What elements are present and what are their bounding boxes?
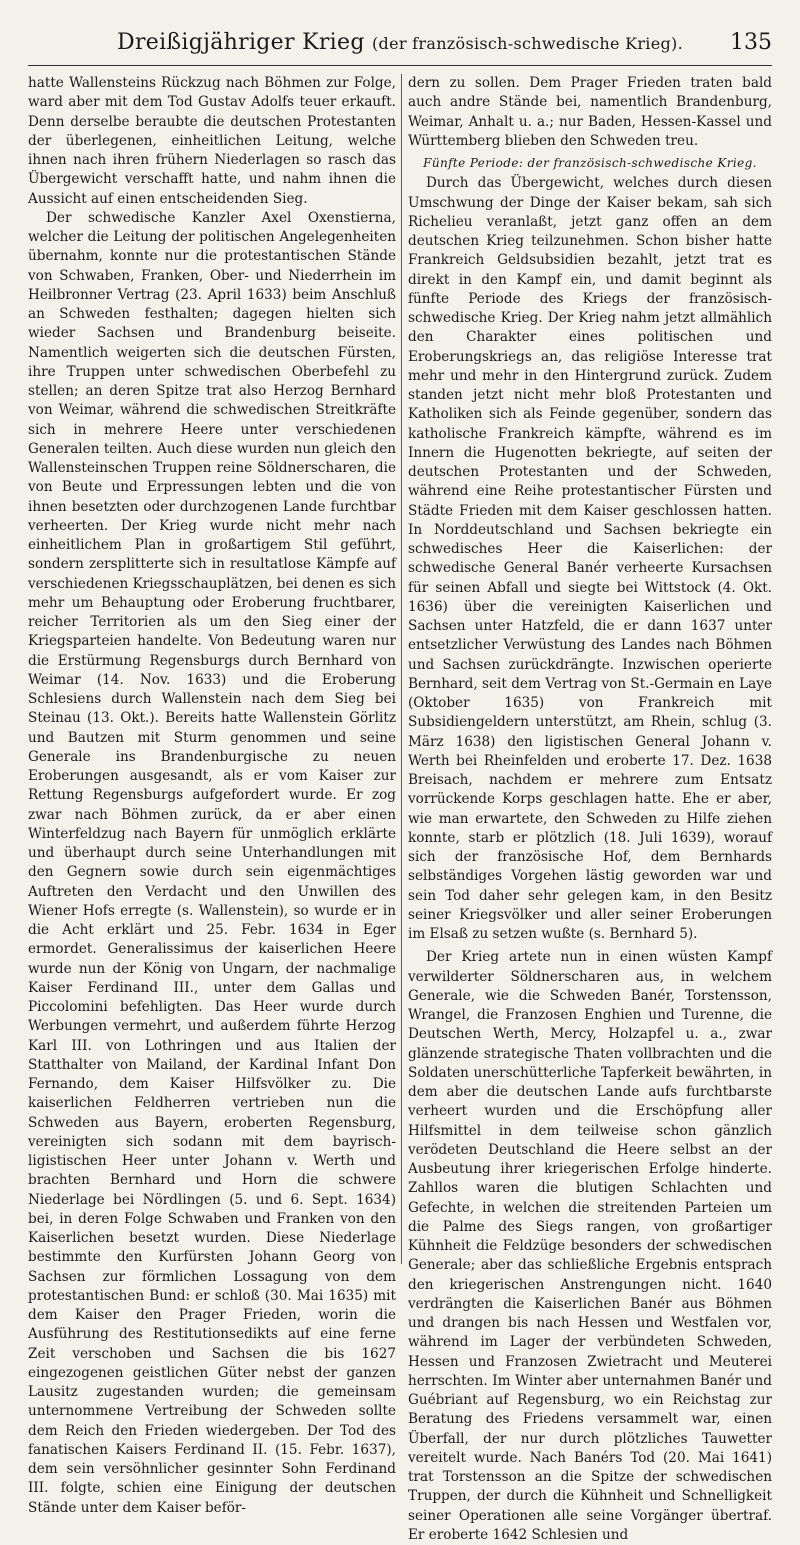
left-column (28, 74, 396, 1516)
column-divider (401, 74, 402, 1264)
paragraph: Der schwedische Kanzler Axel Oxenstierna, welcher die Leitung der politischen Angelegenheiten übernahm, konnte nur die protestantischen Stände von Schwaben, Franken, Ober- und Niederrhein im Heilbronner Vertrag (23. April 1633) beim Anschluß an Schweden festhalten; dagegen hielten sich wieder Sachsen und Brandenburg beiseite. Namentlich weigerten sich die deutschen Fürsten, ihre Truppen unter schwedischen Oberbefehl zu stellen; an deren Spitze trat also Herzog Bernhard von Weimar, während die schwedischen Streitkräfte sich in mehrere Heere unter verschiedenen Generalen teilten. Auch diese wurden nun gleich den Wallensteinschen Truppen reine Söldnerscharen, die von Beute und Erpressungen lebten und die von ihnen besetzten oder durchzogenen Lande furchtbar verheerten. Der Krieg wurde nicht mehr nach einheitlichem Plan in großartigem Stil geführt, sondern zersplitterte sich in resultatlose Kämpfe auf verschiedenen Kriegsschauplätzen, bei denen es sich mehr um Behauptung oder Eroberung fruchtbarer, reicher Territorien als um den Sieg einer der Kriegsparteien handelte. Von Bedeutung waren nur die Erstürmung Regensburgs durch Bernhard von Weimar (14. Nov. 1633) und die Eroberung Schlesiens durch Wallenstein nach dem Sieg bei Steinau (13. Okt.). Bereits hatte Wallenstein Görlitz und Bautzen mit Sturm genommen und seine Generale ins Brandenburgische zu neuen Eroberungen ausgesandt, als er vom Kaiser zur Rettung Regensburgs aufgefordert wurde. Er zog zwar nach Böhmen zurück, da er aber einen Winterfeldzug nach Bayern für unmöglich erklärte und überhaupt durch seine Unterhandlungen mit den Gegnern sowie durch sein eigenmächtiges Auftreten den Verdacht und den Unwillen des Wiener Hofs erregte (s. Wallenstein), so wurde er in die Acht erklärt und 25. Febr. 1634 in Eger ermordet. Generalissimus der kaiserlichen Heere wurde nun der König von Ungarn, der nachmalige Kaiser Ferdinand III., unter dem Gallas und Piccolomini befehligten. Das Heer wurde durch Werbungen vermehrt, und außerdem führte Herzog Karl III. von Lothringen und aus Italien der Statthalter von Mailand, der Kardinal Infant Don Fernando, dem Kaiser Hilfsvölker zu. Die kaiserlichen Feldherren vertrieben nun die Schweden aus Bayern, eroberten Regensburg, vereinigten sich sodann mit dem bayrisch-ligistischen Heer unter Johann v. Werth und brachten Bernhard und Horn die schwere Niederlage bei Nördlingen (5. und 6. Sept. 1634) bei, in deren Folge Schwaben und Franken von den Kaiserlichen besetzt wurden. Diese Niederlage bestimmte den Kurfürsten Johann Georg von Sachsen zur förmlichen Lossagung von dem protestantischen Bund: er schloß (30. Mai 1635) mit dem Kaiser den Prager Frieden, worin die Ausführung des Restitutionsedikts auf eine ferne Zeit verschoben und Sachsen die bis 1627 eingezogenen geistlichen Güter nebst der ganzen Lausitz zugestanden wurden; die gemeinsam unternommene Vertreibung der Schweden sollte dem Reich den Frieden wiedergeben. Der Tod des fanatischen Kaisers Ferdinand II. (15. Febr. 1637), dem sein versöhnlicher gesinnter Sohn Ferdinand III. folgte, schien eine Einigung der deutschen Stände unter dem Kaiser beför- (28, 209, 396, 1516)
running-title (28, 30, 772, 55)
running-title-main: Dreißigjähriger Krieg (117, 30, 365, 55)
header-rule (28, 65, 772, 66)
paragraph: hatte Wallensteins Rückzug nach Böhmen zur Folge, ward aber mit dem Tod Gustav Adolfs teuer erkauft. Denn derselbe beraubte die deutschen Protestanten der überlegenen, einheitlichen Leitung, welche ihnen nach ihren frühern Niederlagen so rasch das Übergewicht verschafft hatte, und nahm ihnen die Aussicht auf einen entscheidenden Sieg. (28, 75, 396, 207)
right-column (408, 74, 772, 1543)
paragraph: Durch das Übergewicht, welches durch diesen Umschwung der Dinge der Kaiser bekam, sah sich Richelieu veranlaßt, jetzt ganz offen an dem deutschen Krieg teilzunehmen. Schon bisher hatte Frankreich Geldsubsidien bezahlt, jetzt trat es direkt in den Kampf ein, und damit beginnt als fünfte Periode des Kriegs der französisch-schwedische Krieg. Der Krieg nahm jetzt allmählich den Charakter eines politischen und Eroberungskriegs an, das religiöse Interesse trat mehr und mehr in den Hintergrund zurück. Zudem standen jetzt nicht mehr bloß Protestanten und Katholiken sich als Feinde gegenüber, sondern das katholische Frankreich kämpfte, während es im Innern die Hugenotten bekriegte, auf seiten der deutschen Protestanten und der Schweden, während eine Reihe protestantischer Fürsten und Städte Frieden mit dem Kaiser geschlossen hatten. In Norddeutschland und Sachsen bekriegte ein schwedisches Heer die Kaiserlichen: der schwedische General Banér verheerte Kursachsen für seinen Abfall und siegte bei Wittstock (4. Okt. 1636) über die vereinigten Kaiserlichen und Sachsen unter Hatzfeld, die er dann 1637 unter entsetzlicher Verwüstung des Landes nach Böhmen und Sachsen zurückdrängte. Inzwischen operierte Bernhard, seit dem Vertrag von St.-Germain en Laye (Oktober 1635) von Frankreich mit Subsidiengeldern unterstützt, am Rhein, schlug (3. März 1638) den ligistischen General Johann v. Werth bei Rheinfelden und eroberte 17. Dez. 1638 Breisach, nachdem er mehrere zum Entsatz vorrückende Korps geschlagen hatte. Ehe er aber, wie man erwartete, den Schweden zu Hilfe ziehen konnte, starb er plötzlich (18. Juli 1639), worauf sich der französische Hof, dem Bernhards selbständiges Vorgehen lästig geworden war und sein Tod daher sehr gelegen kam, in den Besitz seiner Kriegsvölker und aller seiner Eroberungen im Elsaß zu setzen wußte (s. Bernhard 5). (408, 175, 772, 942)
paragraph: dern zu sollen. Dem Prager Frieden traten bald auch andre Stände bei, namentlich Brandenburg, Weimar, Anhalt u. a.; nur Baden, Hessen-Kassel und Württemberg blieben den Schweden treu. (408, 75, 772, 149)
running-title-subtitle: (der französisch-schwedische Krieg). (372, 34, 683, 53)
paragraph: Der Krieg artete nun in einen wüsten Kampf verwilderter Söldnerscharen aus, in welchem Generale, wie die Schweden Banér, Torstensson, Wrangel, die Franzosen Enghien und Turenne, die Deutschen Werth, Mercy, Holzapfel u. a., zwar glänzende strategische Thaten vollbrachten und die Soldaten unerschütterliche Tapferkeit bewährten, in dem aber die deutschen Lande aufs furchtbarste verheert wurden und die Erschöpfung aller Hilfsmittel in dem teilweise schon gänzlich verödeten Deutschland die Heere selbst an der Ausbeutung ihrer kriegerischen Erfolge hinderte. Zahllos waren die blutigen Schlachten und Gefechte, in welchen die streitenden Parteien um die Palme des Siegs rangen, von großartiger Kühnheit die Feldzüge besonders der schwedischen Generale; aber das schließliche Ergebnis entsprach den kriegerischen Anstrengungen nicht. 1640 verdrängten die Kaiserlichen Banér aus Böhmen und drangen bis nach Hessen und Westfalen vor, während im Lager der verbündeten Schweden, Hessen und Franzosen Zwietracht und Meuterei herrschten. Im Winter aber unternahmen Banér und Guébriant auf Regensburg, wo ein Reichstag zur Beratung des Friedens versammelt war, einen Überfall, der nur durch plötzliches Tauwetter vereitelt wurde. Nach Banérs Tod (20. Mai 1641) trat Torstensson an die Spitze der schwedischen Truppen, der durch die Kühnheit und Schnelligkeit seiner Operationen alle seine Vorgänger übertraf. Er eroberte 1642 Schlesien und (408, 949, 772, 1543)
page-number: 135 (730, 30, 772, 55)
page-header (28, 30, 772, 60)
section-heading: Fünfte Periode: der französisch-schwedische Krieg. (423, 156, 757, 170)
